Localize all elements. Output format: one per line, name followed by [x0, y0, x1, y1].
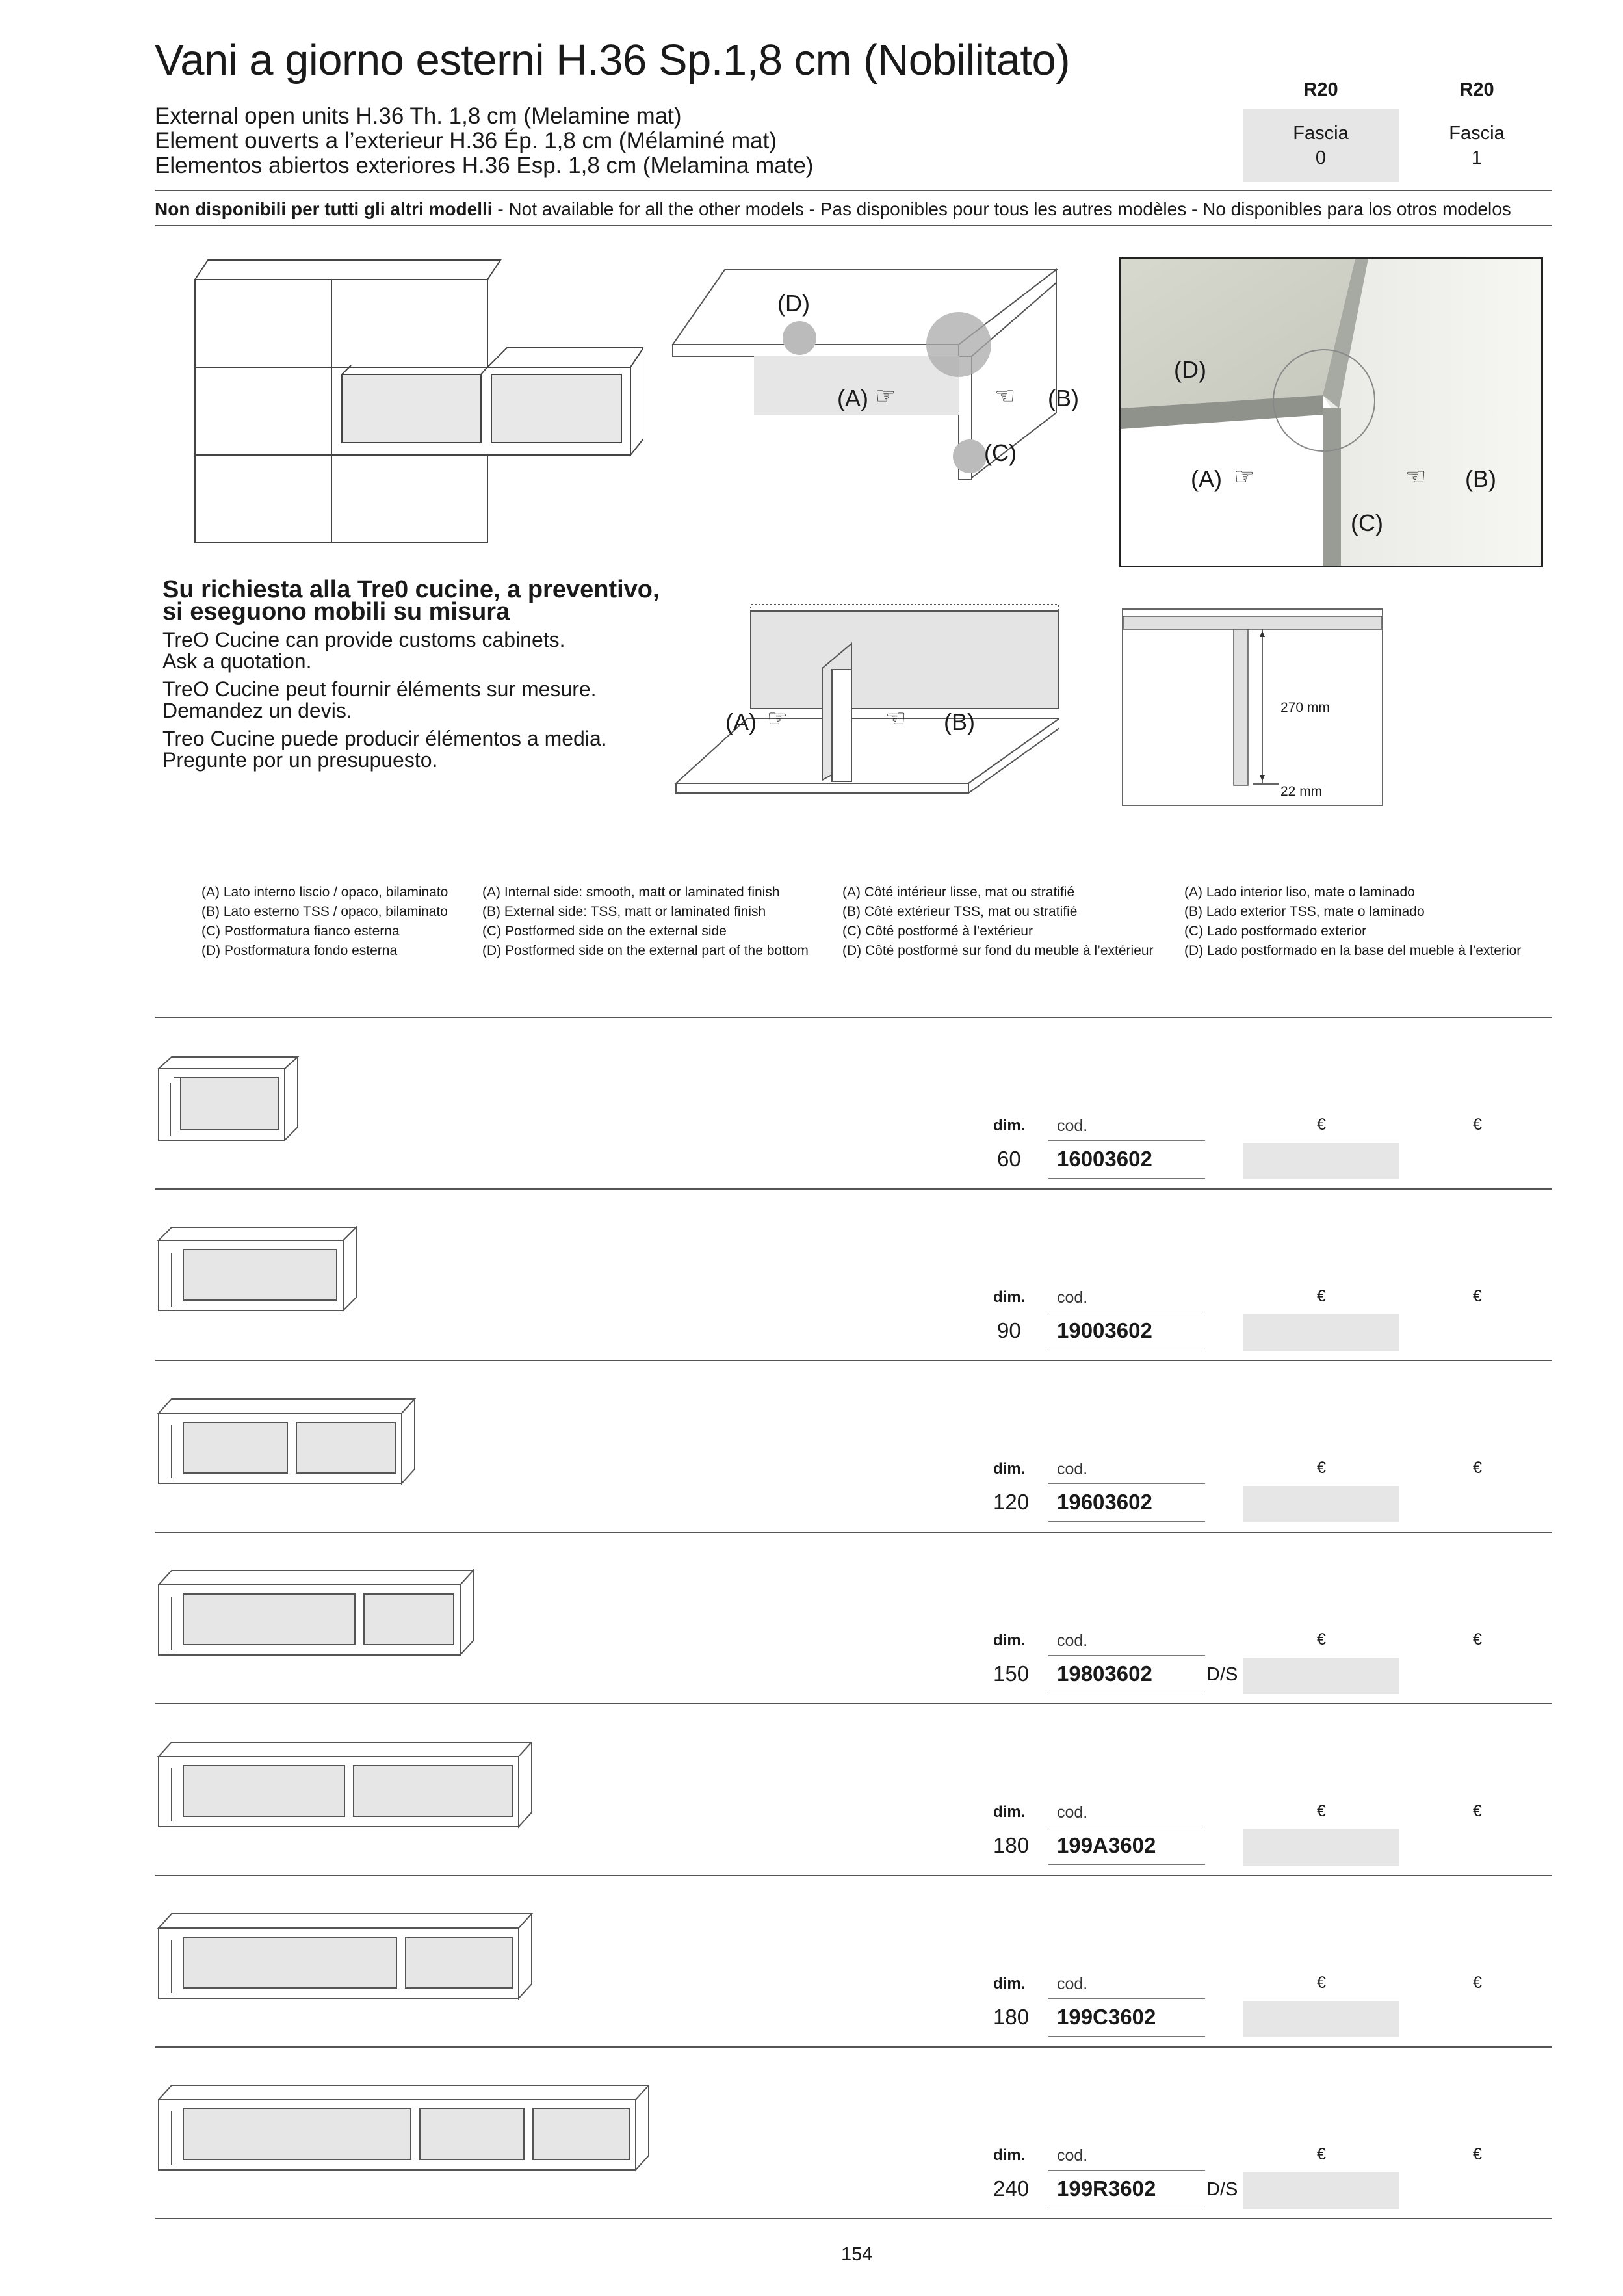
price-cell-fascia-0: [1243, 2001, 1399, 2037]
product-code: 19803602: [1057, 1662, 1152, 1686]
dim-value: 90: [997, 1318, 1021, 1342]
price-column-header-0: [1243, 70, 1399, 182]
price-range: R20: [1459, 79, 1494, 100]
dim-value: 180: [993, 2005, 1030, 2029]
cod-underline: [1048, 1483, 1205, 1484]
cod-underline: [1048, 1998, 1205, 1999]
currency-fascia-1: €: [1473, 1459, 1482, 1477]
price-band-box: [1399, 109, 1555, 182]
price-cell-fascia-0: [1243, 1143, 1399, 1179]
currency-fascia-1: €: [1473, 1630, 1482, 1649]
hand-pointer-right-icon: ☞: [1234, 463, 1255, 489]
table-row: [0, 2048, 1623, 2219]
cod-label: cod.: [1057, 2146, 1088, 2165]
dim-label: dim.: [993, 1288, 1026, 1306]
code-underline: [1048, 1864, 1205, 1865]
custom-cabinets-note: [162, 576, 660, 772]
legend-item: (A) Lado interior liso, mate o laminado: [1184, 885, 1415, 900]
currency-fascia-0: €: [1317, 1974, 1326, 1992]
price-range: R20: [1303, 79, 1338, 100]
cod-underline: [1048, 2170, 1205, 2171]
dim-label: dim.: [993, 1975, 1026, 1992]
hand-pointer-right-icon: ☞: [767, 705, 788, 731]
unit-drawing: [155, 1912, 538, 2010]
product-code: 199C3602: [1057, 2005, 1156, 2029]
currency-fascia-0: €: [1317, 1802, 1326, 1820]
corner-zoom-photo: [1119, 257, 1543, 567]
table-row: [0, 1361, 1623, 1533]
legend-item: (C) Postformatura fianco esterna: [201, 924, 400, 939]
currency-fascia-1: €: [1473, 1287, 1482, 1305]
legend-item: (A) Internal side: smooth, matt or laminated finish: [482, 885, 780, 900]
subtitle-es: Elementos abiertos exteriores H.36 Esp. 1,8 cm (Melamina mate): [155, 153, 814, 178]
custom-es-line: Pregunte por un presupuesto.: [162, 748, 438, 772]
row-divider: [155, 2218, 1552, 2219]
custom-en-line: Ask a quotation.: [162, 649, 312, 673]
custom-en: [162, 629, 660, 672]
price-cell-fascia-0: [1243, 1314, 1399, 1351]
custom-heading-1: Su richiesta alla Tre0 cucine, a preventivo,: [162, 576, 660, 603]
product-code: 19003602: [1057, 1318, 1152, 1342]
cod-label: cod.: [1057, 1632, 1088, 1650]
subtitle-fr: Element ouverts a l’exterieur H.36 Ép. 1,8 cm (Mélaminé mat): [155, 128, 777, 153]
table-row: [0, 1190, 1623, 1361]
dim-value: 120: [993, 1490, 1030, 1514]
label-c: (C): [984, 439, 1017, 466]
cod-label: cod.: [1057, 1803, 1088, 1821]
legend-item: (B) Côté extérieur TSS, mat ou stratifié: [842, 904, 1078, 919]
availability-notice: [155, 199, 1552, 220]
code-underline: [1048, 1178, 1205, 1179]
custom-heading-2: si eseguono mobili su misura: [162, 598, 510, 625]
panel-sides-drawing: [669, 598, 1059, 806]
currency-fascia-0: €: [1317, 2145, 1326, 2163]
unit-drawing: [155, 1226, 363, 1324]
hand-pointer-left-icon: ☜: [994, 382, 1016, 409]
zoom-label-a: (A): [1191, 465, 1222, 492]
currency-fascia-1: €: [1473, 2145, 1482, 2163]
price-band-box: [1243, 109, 1399, 182]
price-cell-fascia-0: [1243, 1829, 1399, 1866]
dim-value: 240: [993, 2176, 1030, 2200]
legend-item: (D) Lado postformado en la base del mueble à l’exterior: [1184, 943, 1522, 958]
legend-en: [482, 883, 809, 961]
price-cell-fascia-0: [1243, 1486, 1399, 1522]
page-title: Vani a giorno esterni H.36 Sp.1,8 cm (Nobilitato): [155, 36, 1071, 85]
legend-item: (B) External side: TSS, matt or laminated finish: [482, 904, 766, 919]
table-row: [0, 1704, 1623, 1876]
product-code: 199R3602: [1057, 2176, 1156, 2200]
custom-es-line: Treo Cucine puede producir élémentos a media.: [162, 727, 607, 750]
currency-fascia-0: €: [1317, 1630, 1326, 1649]
hand-pointer-left-icon: ☜: [885, 705, 907, 731]
panel-label-b: (B): [944, 709, 975, 735]
custom-fr-line: TreO Cucine peut fournir éléments sur mesure.: [162, 677, 597, 701]
product-note: D/S: [1206, 1664, 1238, 1685]
zoom-label-b: (B): [1465, 465, 1496, 492]
page-number: 154: [841, 2244, 873, 2265]
price-band-value: 1: [1471, 148, 1483, 168]
legend-item: (A) Côté intérieur lisse, mat ou stratifié: [842, 885, 1075, 900]
dim-value: 180: [993, 1833, 1030, 1857]
code-underline: [1048, 2036, 1205, 2037]
dim-label: dim.: [993, 1117, 1026, 1134]
price-cell-fascia-0: [1243, 2172, 1399, 2209]
unit-drawing: [155, 1569, 480, 1667]
dim-label: dim.: [993, 1803, 1026, 1821]
zoom-label-d: (D): [1174, 356, 1206, 383]
custom-en-line: TreO Cucine can provide customs cabinets.: [162, 628, 565, 651]
dim-label: dim.: [993, 1460, 1026, 1478]
price-band-label: Fascia: [1449, 123, 1505, 144]
subtitles: [155, 104, 813, 178]
cod-label: cod.: [1057, 1460, 1088, 1478]
wall-composition-drawing: [188, 254, 643, 546]
custom-es: [162, 728, 660, 771]
hand-pointer-right-icon: ☞: [875, 382, 896, 409]
cod-label: cod.: [1057, 1288, 1088, 1307]
label-d: (D): [777, 290, 810, 317]
currency-fascia-0: €: [1317, 1115, 1326, 1134]
legend-es: [1184, 883, 1521, 961]
code-underline: [1048, 1521, 1205, 1522]
zoom-label-c: (C): [1351, 510, 1383, 536]
cod-label: cod.: [1057, 1975, 1088, 1993]
unit-drawing: [155, 1398, 421, 1495]
currency-fascia-0: €: [1317, 1287, 1326, 1305]
price-cell-fascia-0: [1243, 1658, 1399, 1694]
product-code: 199A3602: [1057, 1833, 1156, 1857]
corner-zoom-drawing: [1121, 259, 1541, 566]
legend-item: (D) Côté postformé sur fond du meuble à l’extérieur: [842, 943, 1154, 958]
legend-item: (B) Lado exterior TSS, mate o laminado: [1184, 904, 1425, 919]
dimension-height: 270 mm: [1280, 700, 1330, 715]
table-row: [0, 1533, 1623, 1704]
notice-rest: - Not available for all the other models - Pas disponibles pour tous les autres modèles - No disponibles para los otros modelos: [492, 199, 1511, 219]
legend-item: (D) Postformed side on the external part of the bottom: [482, 943, 809, 958]
currency-fascia-1: €: [1473, 1115, 1482, 1134]
dim-value: 150: [993, 1662, 1030, 1686]
legend-it: [201, 883, 448, 961]
notice-divider: [155, 225, 1552, 226]
cod-underline: [1048, 1140, 1205, 1141]
label-b: (B): [1048, 385, 1079, 411]
cod-underline: [1048, 1655, 1205, 1656]
legend-item: (C) Lado postformado exterior: [1184, 924, 1367, 939]
table-row: [0, 1018, 1623, 1190]
legend-item: (C) Côté postformé à l’extérieur: [842, 924, 1033, 939]
section-drawing: [1122, 608, 1383, 806]
product-code: 16003602: [1057, 1147, 1152, 1171]
legend-fr: [842, 883, 1154, 961]
price-band-value: 0: [1315, 148, 1327, 168]
dimension-thickness: 22 mm: [1280, 784, 1323, 799]
custom-fr: [162, 679, 660, 722]
label-a: (A): [837, 385, 868, 411]
legend-item: (A) Lato interno liscio / opaco, bilaminato: [201, 885, 448, 900]
subtitle-en: External open units H.36 Th. 1,8 cm (Melamine mat): [155, 103, 682, 129]
price-band-label: Fascia: [1293, 123, 1349, 144]
dim-value: 60: [997, 1147, 1021, 1171]
header-divider: [155, 190, 1552, 191]
currency-fascia-1: €: [1473, 1974, 1482, 1992]
product-code: 19603602: [1057, 1490, 1152, 1514]
section-drawing-shape: [1123, 610, 1382, 805]
legend-item: (B) Lato esterno TSS / opaco, bilaminato: [201, 904, 448, 919]
cod-label: cod.: [1057, 1117, 1088, 1135]
legend-item: (C) Postformed side on the external side: [482, 924, 727, 939]
notice-bold: Non disponibili per tutti gli altri modelli: [155, 199, 493, 219]
unit-drawing: [155, 2084, 655, 2182]
panel-label-a: (A): [725, 709, 757, 735]
unit-drawing: [155, 1056, 304, 1153]
table-row: [0, 1876, 1623, 2048]
dim-label: dim.: [993, 2146, 1026, 2164]
currency-fascia-1: €: [1473, 1802, 1482, 1820]
hand-pointer-left-icon: ☜: [1405, 463, 1427, 489]
custom-fr-line: Demandez un devis.: [162, 699, 352, 722]
price-column-header-1: [1399, 70, 1555, 182]
product-note: D/S: [1206, 2179, 1238, 2200]
legend-item: (D) Postformatura fondo esterna: [201, 943, 398, 958]
currency-fascia-0: €: [1317, 1459, 1326, 1477]
corner-detail-drawing: [663, 254, 1066, 507]
dim-label: dim.: [993, 1632, 1026, 1649]
unit-drawing: [155, 1741, 538, 1838]
